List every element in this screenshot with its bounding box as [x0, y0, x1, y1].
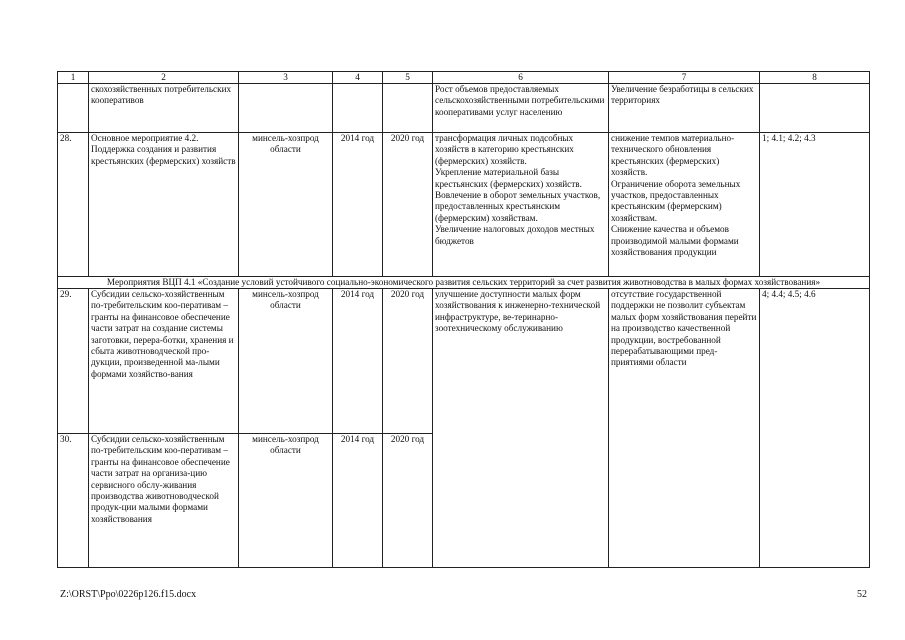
expected-result: Рост объемов предоставляемых сельскохозяйственными потребительскими кооперативами услуг населению: [433, 84, 609, 133]
end-year: 2020 год: [383, 289, 433, 434]
start-year: 2014 год: [333, 434, 383, 568]
table-row: [58, 289, 870, 434]
table-row-continued: [58, 84, 870, 133]
responsible: [239, 84, 333, 133]
row-number: 30.: [58, 434, 89, 568]
file-path: Z:\ORST\Ppo\0226p126.f15.docx: [60, 589, 197, 600]
consequences: отсутствие государственной поддержки не позволит субъектам малых форм хозяйствования перейти на производство качественной продукции, востребованной перерабатывающими пред-приятиями области: [609, 289, 760, 568]
row-number: [58, 84, 89, 133]
activity-name: Субсидии сельско-хозяйственным по-требительским коо-перативам – гранты на финансовое обеспечение части затрат на создание системы заготовки, перера-ботки, хранения и сбыта животноводческой про-дукции, произведенной ма-лыми формами хозяйство-вания: [89, 289, 239, 434]
row-number: 28.: [58, 133, 89, 277]
row-number: 29.: [58, 289, 89, 434]
responsible: минсель-хозпрод области: [239, 289, 333, 434]
header-cell: 1: [58, 72, 89, 84]
end-year: 2020 год: [383, 434, 433, 568]
header-cell: 6: [433, 72, 609, 84]
start-year: 2014 год: [333, 133, 383, 277]
activity-name: скохозяйственных потребительских кооперативов: [89, 84, 239, 133]
expected-result: трансформация личных подсобных хозяйств в категорию крестьянских (фермерских) хозяйств. Укрепление материальной базы крестьянских (фермерских) хозяйств. Вовлечение в оборот земельных участков, предоставленных крестьянским (фермерским) хозяйствам. Увеличение налоговых доходов местных бюджетов: [433, 133, 609, 277]
section-title: Мероприятия ВЦП 4.1 «Создание условий устойчивого социально-экономического развития сельских территорий за счет развития животноводства в малых формах хозяйствования»: [58, 277, 870, 289]
end-year: 2020 год: [383, 133, 433, 277]
activities-table: [57, 71, 870, 568]
start-year: 2014 год: [333, 289, 383, 434]
indicators: 4; 4.4; 4.5; 4.6: [760, 289, 870, 568]
header-cell: 5: [383, 72, 433, 84]
table-row: [58, 133, 870, 277]
indicators: 1; 4.1; 4.2; 4.3: [760, 133, 870, 277]
header-cell: 3: [239, 72, 333, 84]
activity-name: Субсидии сельско-хозяйственным по-требительским коо-перативам – гранты на финансовое обеспечение части затрат на организа-цию сервисного обслу-живания производства животноводческой продук-ции малыми формами хозяйствования: [89, 434, 239, 568]
start-year: [333, 84, 383, 133]
responsible: минсель-хозпрод области: [239, 133, 333, 277]
header-cell: 4: [333, 72, 383, 84]
responsible: минсель-хозпрод области: [239, 434, 333, 568]
header-cell: 7: [609, 72, 760, 84]
section-row: [58, 277, 870, 289]
page-number: 52: [857, 589, 867, 600]
header-row: [58, 72, 870, 84]
activity-name: Основное мероприятие 4.2. Поддержка создания и развития крестьянских (фермерских) хозяйств: [89, 133, 239, 277]
end-year: [383, 84, 433, 133]
consequences: снижение темпов материально-технического обновления крестьянских (фермерских) хозяйств. Ограничение оборота земельных участков, предоставленных крестьянским (фермерским) хозяйствам. Снижение качества и объемов производимой малыми формами хозяйствования продукции: [609, 133, 760, 277]
header-cell: 2: [89, 72, 239, 84]
indicators: [760, 84, 870, 133]
consequences: Увеличение безработицы в сельских территориях: [609, 84, 760, 133]
expected-result: улучшение доступности малых форм хозяйствования к инженерно-технической инфраструктуре, ве-теринарно-зоотехническому обслуживанию: [433, 289, 609, 568]
header-cell: 8: [760, 72, 870, 84]
